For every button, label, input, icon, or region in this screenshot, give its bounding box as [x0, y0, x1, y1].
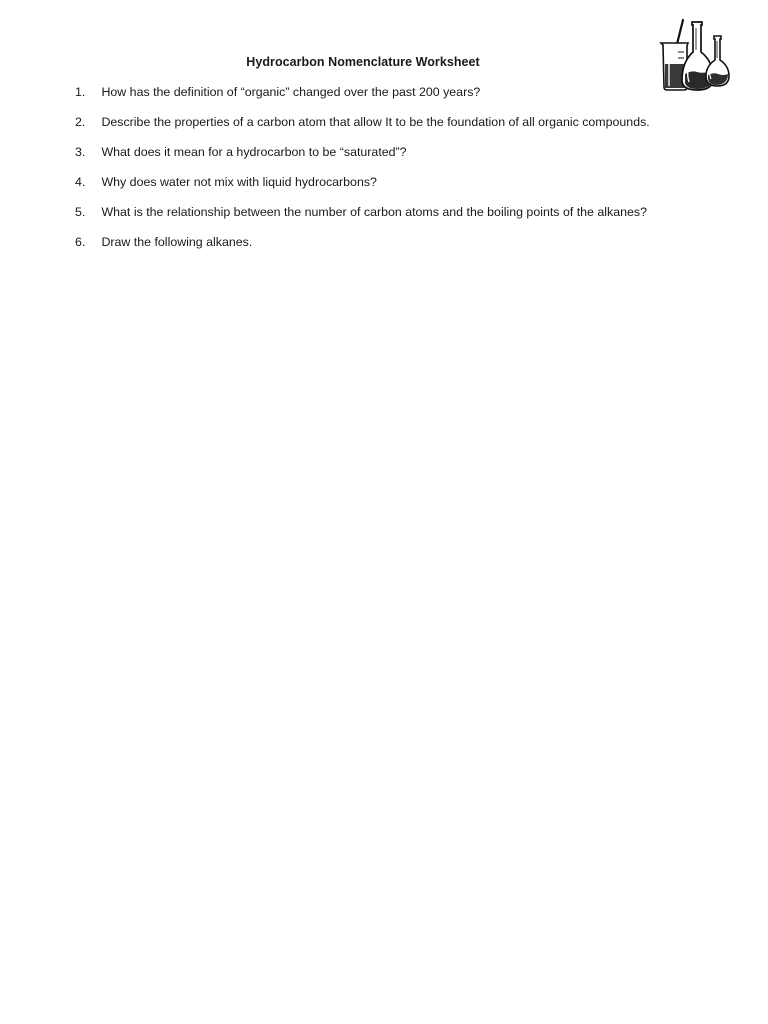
question-number: 4.: [75, 175, 86, 189]
lab-glassware-icon: [658, 16, 734, 92]
question-text: Describe the properties of a carbon atom that allow It to be the foundation of all organic compounds.: [101, 115, 650, 129]
question-item: [75, 145, 650, 175]
question-list: [75, 85, 650, 265]
question-number: 3.: [75, 145, 86, 159]
question-text: What is the relationship between the number of carbon atoms and the boiling points of the alkanes?: [101, 205, 647, 219]
question-number: 6.: [75, 235, 86, 249]
question-item: [75, 235, 650, 265]
question-item: [75, 115, 650, 145]
worksheet-title: Hydrocarbon Nomenclature Worksheet: [246, 55, 480, 69]
question-text: Draw the following alkanes.: [101, 235, 253, 249]
question-item: [75, 205, 650, 235]
question-item: [75, 175, 650, 205]
question-number: 1.: [75, 85, 86, 99]
question-item: [75, 85, 650, 115]
question-text: How has the definition of “organic” changed over the past 200 years?: [101, 85, 481, 99]
question-number: 5.: [75, 205, 86, 219]
question-text: Why does water not mix with liquid hydrocarbons?: [101, 175, 377, 189]
question-text: What does it mean for a hydrocarbon to be “saturated”?: [101, 145, 407, 159]
question-number: 2.: [75, 115, 86, 129]
